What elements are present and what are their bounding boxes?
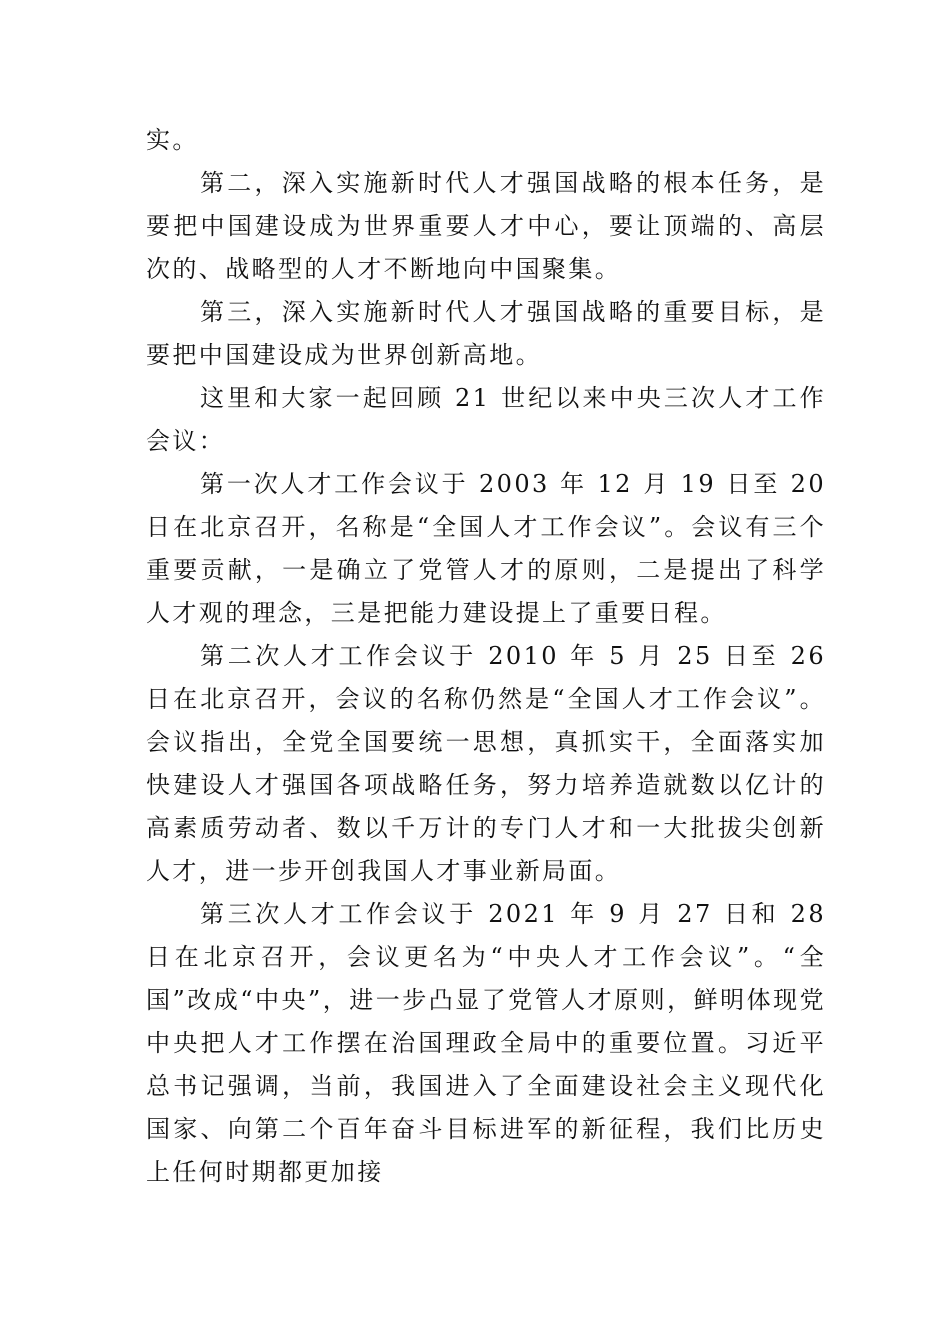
paragraph-third-point: 第三，深入实施新时代人才强国战略的重要目标，是要把中国建设成为世界创新高地。 [146,298,826,369]
paragraph-continuation: 实。 [146,126,199,154]
paragraph-second-meeting: 第二次人才工作会议于 2010 年 5 月 25 日至 26 日在北京召开，会议的名称仍然是“全国人才工作会议”。会议指出，全党全国要统一思想，真抓实干，全面落实加快建设人才强国各项战略任务，努力培养造就数以亿计的高素质劳动者、数以千万计的专门人才和一大批拔尖创新人才，进一步开创我国人才事业新局面。 [146,642,826,885]
paragraph-second-point: 第二，深入实施新时代人才强国战略的根本任务，是要把中国建设成为世界重要人才中心，要让顶端的、高层次的、战略型的人才不断地向中国聚集。 [146,169,826,283]
document-body [146,119,826,1194]
paragraph-first-meeting: 第一次人才工作会议于 2003 年 12 月 19 日至 20 日在北京召开，名称是“全国人才工作会议”。会议有三个重要贡献，一是确立了党管人才的原则，二是提出了科学人才观的理念，三是把能力建设提上了重要日程。 [146,470,826,627]
paragraph-third-meeting: 第三次人才工作会议于 2021 年 9 月 27 日和 28 日在北京召开，会议更名为“中央人才工作会议”。“全国”改成“中央”，进一步凸显了党管人才原则，鲜明体现党中央把人才工作摆在治国理政全局中的重要位置。习近平总书记强调，当前，我国进入了全面建设社会主义现代化国家、向第二个百年奋斗目标进军的新征程，我们比历史上任何时期都更加接 [146,900,826,1186]
paragraph-review-intro: 这里和大家一起回顾 21 世纪以来中央三次人才工作会议： [146,384,826,455]
